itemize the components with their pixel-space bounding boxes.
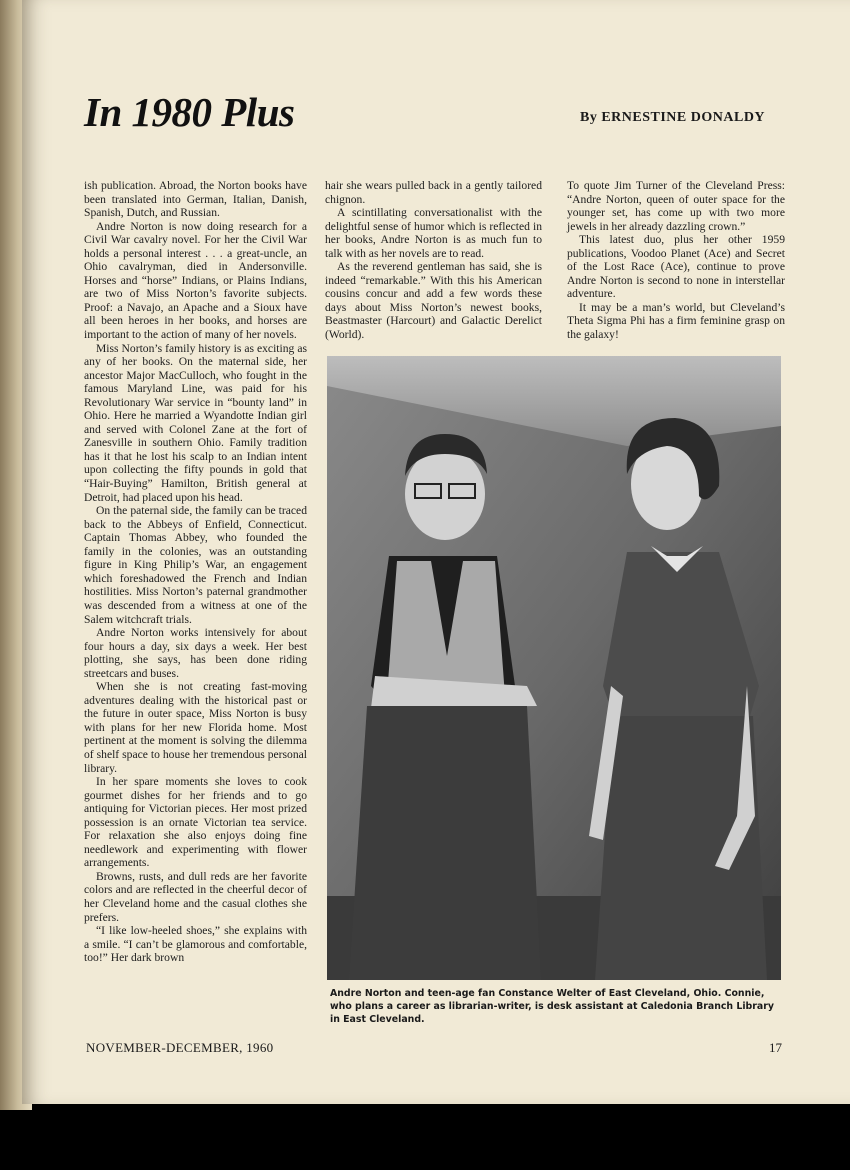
paragraph: When she is not creating fast-moving adventures dealing with the historical past or the future in outer space, Miss Norton is busy with plans for her new Florida home. Most pertinent at the moment is solving the dilemma of shelf space to house her tremendous personal library. bbox=[84, 680, 307, 775]
text-column-2 bbox=[325, 179, 542, 342]
footer-page-number: 17 bbox=[769, 1040, 782, 1055]
paragraph: A scintillating conversationalist with the delightful sense of humor which is reflected in her books, Andre Norton is as much fun to talk with as her novels are to read. bbox=[325, 206, 542, 260]
paragraph: Browns, rusts, and dull reds are her favorite colors and are reflected in the cheerful decor of her Cleveland home and the casual clothes she prefers. bbox=[84, 869, 307, 924]
text-column-1 bbox=[84, 179, 307, 965]
paragraph: Andre Norton works intensively for about four hours a day, six days a week. Her best plotting, she says, has been done riding streetcars and buses. bbox=[84, 626, 307, 680]
paragraph: ish publication. Abroad, the Norton books have been translated into German, Italian, Danish, Spanish, Dutch, and Russian. bbox=[84, 179, 307, 220]
article-byline: By ERNESTINE DONALDY bbox=[580, 110, 766, 125]
photo-caption: Andre Norton and teen-age fan Constance Welter of East Cleveland, Ohio. Connie, who plans a career as librarian-writer, is desk assistant at Caledonia Branch Library in East Cleveland. bbox=[330, 988, 774, 1025]
paragraph: On the paternal side, the family can be traced back to the Abbeys of Enfield, Connecticut. Captain Thomas Abbey, who founded the family in the colonies, was an outstanding figure in King Philip’s War, an engagement which foreshadowed the French and Indian hostilities. Miss Norton’s paternal grandmother was descended from a witness at one of the Salem witchcraft trials. bbox=[84, 504, 307, 626]
paragraph: hair she wears pulled back in a gently tailored chignon. bbox=[325, 179, 542, 206]
paragraph: In her spare moments she loves to cook gourmet dishes for her friends and to go antiquing for Victorian pieces. Her most prized possession is an ornate Victorian tea service. For relaxation she also enjoys doing fine needlework and experimenting with flower arrangements. bbox=[84, 775, 307, 870]
paragraph: To quote Jim Turner of the Cleveland Press: “Andre Norton, queen of outer space for the younger set, has come up with two more jewels in her already dazzling crown.” bbox=[567, 179, 785, 233]
paragraph: “I like low-heeled shoes,” she explains with a smile. “I can’t be glamorous and comfortable, too!” Her dark brown bbox=[84, 924, 307, 965]
paragraph: This latest duo, plus her other 1959 publications, Voodoo Planet (Ace) and Secret of the Lost Race (Ace), continue to prove Andre Norton is second to none in interstellar adventure. bbox=[567, 233, 785, 301]
paragraph: As the reverend gentleman has said, she is indeed “remarkable.” With this his American cousins concur and add a few words these days about Miss Norton’s newest books, Beastmaster (Harcourt) and Galactic Derelict (World). bbox=[325, 260, 542, 342]
article-photo bbox=[327, 356, 781, 980]
paragraph: Miss Norton’s family history is as exciting as any of her books. On the maternal side, her ancestor Major MacCulloch, who fought in the famous Maryland Line, was paid for his Revolutionary War service in “bounty land” in Ohio. Here he married a Wyandotte Indian girl and served with Colonel Zane at the fort of Zanesville in southern Ohio. Family tradition has it that he lost his scalp to an Indian intent upon collecting the fifty pounds in gold that “Hair-Buying” Hamilton, British general at Detroit, had placed upon his head. bbox=[84, 341, 307, 504]
paragraph: Andre Norton is now doing research for a Civil War cavalry novel. For her the Civil War holds a personal interest . . . a great-uncle, an Ohio cavalryman, died in Andersonville. Horses and “horse” Indians, or Plains Indians, are two of Miss Norton’s favorite subjects. Proof: a Navajo, an Apache and a Sioux have all been heroes in her books, and horses are important to the action of many of her novels. bbox=[84, 219, 307, 342]
photo-two-women-standing bbox=[327, 356, 781, 980]
text-column-3 bbox=[567, 179, 785, 342]
article-title: In 1980 Plus bbox=[84, 89, 295, 135]
paragraph: It may be a man’s world, but Cleveland’s Theta Sigma Phi has a firm feminine grasp on the galaxy! bbox=[567, 300, 785, 342]
footer-issue-date: NOVEMBER-DECEMBER, 1960 bbox=[86, 1040, 274, 1055]
